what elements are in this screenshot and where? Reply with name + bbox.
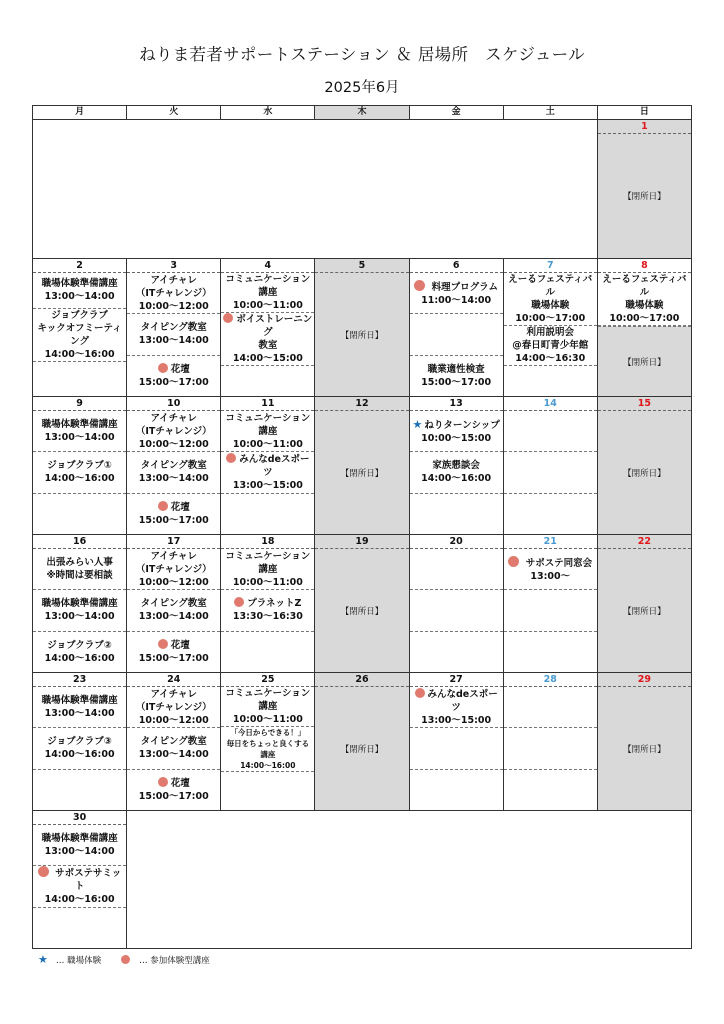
week-6 [33, 811, 692, 949]
day-29 [598, 673, 692, 811]
day-8 [598, 259, 692, 397]
event: 花壇 15:00～17:00 [138, 777, 209, 802]
event: タイピング教室 13:00～14:00 [127, 728, 220, 769]
event: タイピング教室 13:00～14:00 [127, 452, 220, 493]
event: えーるフェスティバル 職場体験 10:00～17:00 [504, 273, 597, 326]
event: 家族懇談会 14:00～16:00 [410, 452, 503, 493]
event: ジョブクラブ② 14:00～16:00 [44, 639, 115, 664]
star-icon: ★ [412, 417, 423, 431]
empty-days [127, 811, 692, 949]
empty-slot [33, 770, 126, 810]
empty-slot [410, 314, 503, 355]
day-number: 30 [33, 811, 126, 825]
event: ジョブクラブ③ 14:00～16:00 [33, 728, 126, 769]
day-2 [33, 259, 127, 397]
day-23 [33, 673, 127, 811]
day-number: 18 [221, 535, 314, 549]
star-icon: ★ [38, 953, 48, 966]
day-number: 11 [221, 397, 314, 411]
day-14 [504, 397, 598, 535]
day-number: 19 [315, 535, 408, 549]
day-9 [33, 397, 127, 535]
empty-slot [410, 770, 503, 810]
event: 「今日からできる！」 毎日をちょっと良くする講座 14:00～16:00 [221, 727, 314, 772]
day-28 [504, 673, 598, 811]
day-1 [598, 120, 692, 259]
closed-label: 【閉所日】 [623, 606, 666, 617]
day-30 [33, 811, 127, 949]
circle-icon [158, 639, 168, 649]
event: 花壇 15:00～17:00 [138, 639, 209, 664]
day-11 [221, 397, 315, 535]
page-subtitle: 2025年6月 [324, 80, 400, 96]
event: 利用説明会 @春日町青少年館 14:00～16:30 [504, 326, 597, 366]
closed-label: 【閉所日】 [340, 468, 384, 479]
event: 職場体験準備講座 13:00～14:00 [33, 411, 126, 452]
day-24 [127, 673, 221, 811]
day-7 [504, 259, 598, 397]
weekday-sat: 土 [504, 106, 598, 120]
page-title: ねりま若者サポートステーション ＆ 居場所 スケジュール [139, 45, 585, 64]
empty-slot [410, 590, 503, 631]
day-16 [33, 535, 127, 673]
event: アイチャレ （ITチャレンジ） 10:00～12:00 [127, 687, 220, 728]
day-6 [410, 259, 504, 397]
closed-label: 【閉所日】 [340, 330, 384, 341]
day-5 [315, 259, 409, 397]
empty-slot [504, 770, 597, 810]
legend-dot-label: … 参加体験型講座 [139, 955, 210, 966]
weekday-mon: 月 [33, 106, 127, 120]
circle-icon [226, 453, 236, 463]
circle-icon [223, 313, 233, 323]
empty-days [33, 120, 598, 259]
empty-slot [33, 494, 126, 534]
empty-slot [504, 411, 597, 452]
circle-icon [508, 556, 519, 567]
event: サポステ同窓会 13:00～ [504, 549, 597, 590]
empty-slot [504, 452, 597, 493]
circle-icon [414, 280, 425, 291]
day-number: 26 [315, 673, 408, 687]
day-4 [221, 259, 315, 397]
empty-slot [410, 549, 503, 590]
event: 職場体験準備講座 13:00～14:00 [33, 825, 126, 866]
empty-slot [221, 494, 314, 534]
event: 花壇 15:00～17:00 [138, 501, 209, 526]
legend-star-label: … 職場体験 [55, 955, 102, 966]
event: ジョブクラブ① 14:00～16:00 [33, 452, 126, 493]
circle-icon [38, 866, 49, 877]
event: コミュニケーション講座 10:00～11:00 [221, 273, 314, 313]
empty-slot [33, 908, 126, 948]
day-number: 16 [33, 535, 126, 549]
closed-label: 【閉所日】 [623, 192, 666, 202]
calendar [32, 105, 692, 949]
empty-slot [504, 366, 597, 396]
day-18 [221, 535, 315, 673]
day-3 [127, 259, 221, 397]
circle-icon [158, 363, 168, 373]
event: プラネットZ 13:30～16:30 [221, 590, 314, 631]
weekday-sun: 日 [598, 106, 692, 120]
event: 職業適性検査 15:00～17:00 [421, 363, 492, 388]
weekday-thu: 木 [315, 106, 409, 120]
legend [38, 953, 210, 966]
event: タイピング教室 13:00～14:00 [127, 590, 220, 631]
event: サポステサミット 14:00～16:00 [33, 866, 126, 907]
day-number: 25 [221, 673, 314, 687]
day-number: 17 [127, 535, 220, 549]
event: みんなdeスポーツ 13:00～15:00 [221, 452, 314, 493]
closed-label: 【閉所日】 [598, 326, 691, 396]
day-number: 5 [315, 259, 408, 273]
empty-slot [410, 728, 503, 769]
day-12 [315, 397, 409, 535]
event: コミュニケーション講座 10:00～11:00 [221, 549, 314, 590]
day-number: 28 [504, 673, 597, 687]
empty-slot [221, 772, 314, 810]
weekday-tue: 火 [127, 106, 221, 120]
day-10 [127, 397, 221, 535]
day-15 [598, 397, 692, 535]
day-number: 8 [598, 259, 691, 273]
empty-slot [221, 366, 314, 396]
event: ボイストレーニング 教室 14:00～15:00 [221, 313, 314, 366]
event: コミュニケーション講座 10:00～11:00 [221, 687, 314, 727]
day-number: 14 [504, 397, 597, 411]
empty-slot [504, 728, 597, 769]
circle-icon [158, 777, 168, 787]
event: 職場体験準備講座 13:00～14:00 [33, 687, 126, 728]
event: アイチャレ （ITチャレンジ） 10:00～12:00 [127, 273, 220, 314]
week-1 [33, 120, 692, 259]
day-number: 15 [598, 397, 691, 411]
event: 出張みらい人事 ※時間は要相談 [33, 549, 126, 590]
weekday-header [33, 106, 692, 120]
closed-label: 【閉所日】 [623, 468, 666, 479]
event: ジョブクラブ キックオフミーティング 14:00～16:00 [33, 309, 126, 362]
day-number: 12 [315, 397, 408, 411]
week-5 [33, 673, 692, 811]
day-22 [598, 535, 692, 673]
empty-slot [504, 590, 597, 631]
event: アイチャレ （ITチャレンジ） 10:00～12:00 [127, 411, 220, 452]
event: 花壇 15:00～17:00 [138, 363, 209, 388]
event: 職場体験準備講座 13:00～14:00 [33, 273, 126, 309]
week-4 [33, 535, 692, 673]
day-20 [410, 535, 504, 673]
event: コミュニケーション講座 10:00～11:00 [221, 411, 314, 452]
empty-slot [410, 494, 503, 534]
day-number: 10 [127, 397, 220, 411]
weekday-wed: 水 [221, 106, 315, 120]
closed-label: 【閉所日】 [623, 744, 666, 755]
day-21 [504, 535, 598, 673]
circle-icon [234, 597, 244, 607]
event: タイピング教室 13:00～14:00 [127, 314, 220, 355]
circle-icon [415, 688, 425, 698]
circle-icon [121, 955, 130, 964]
day-27 [410, 673, 504, 811]
closed-label: 【閉所日】 [340, 744, 384, 755]
day-number: 6 [410, 259, 503, 273]
empty-slot [504, 494, 597, 534]
closed-label: 【閉所日】 [340, 606, 384, 617]
circle-icon [158, 501, 168, 511]
day-number: 3 [127, 259, 220, 273]
day-19 [315, 535, 409, 673]
day-number: 23 [33, 673, 126, 687]
day-number: 4 [221, 259, 314, 273]
day-number: 2 [33, 259, 126, 273]
day-number: 29 [598, 673, 691, 687]
week-2 [33, 259, 692, 397]
weekday-fri: 金 [410, 106, 504, 120]
day-number: 20 [410, 535, 503, 549]
event: ★ ねりターンシップ 10:00～15:00 [410, 411, 503, 452]
empty-slot [221, 632, 314, 672]
empty-slot [410, 632, 503, 672]
empty-slot [33, 362, 126, 397]
day-number: 21 [504, 535, 597, 549]
day-number: 13 [410, 397, 503, 411]
day-number: 1 [598, 120, 691, 134]
day-number: 7 [504, 259, 597, 273]
day-number: 24 [127, 673, 220, 687]
event: えーるフェスティバル 職場体験 10:00～17:00 [598, 273, 691, 326]
day-25 [221, 673, 315, 811]
week-3 [33, 397, 692, 535]
day-17 [127, 535, 221, 673]
day-number: 22 [598, 535, 691, 549]
day-13 [410, 397, 504, 535]
event: みんなdeスポーツ 13:00～15:00 [410, 687, 503, 728]
day-number: 9 [33, 397, 126, 411]
event: 職場体験準備講座 13:00～14:00 [33, 590, 126, 631]
day-26 [315, 673, 409, 811]
day-number: 27 [410, 673, 503, 687]
empty-slot [504, 632, 597, 672]
event: アイチャレ （ITチャレンジ） 10:00～12:00 [127, 549, 220, 590]
empty-slot [504, 687, 597, 728]
event: 料理プログラム 11:00～14:00 [410, 273, 503, 314]
